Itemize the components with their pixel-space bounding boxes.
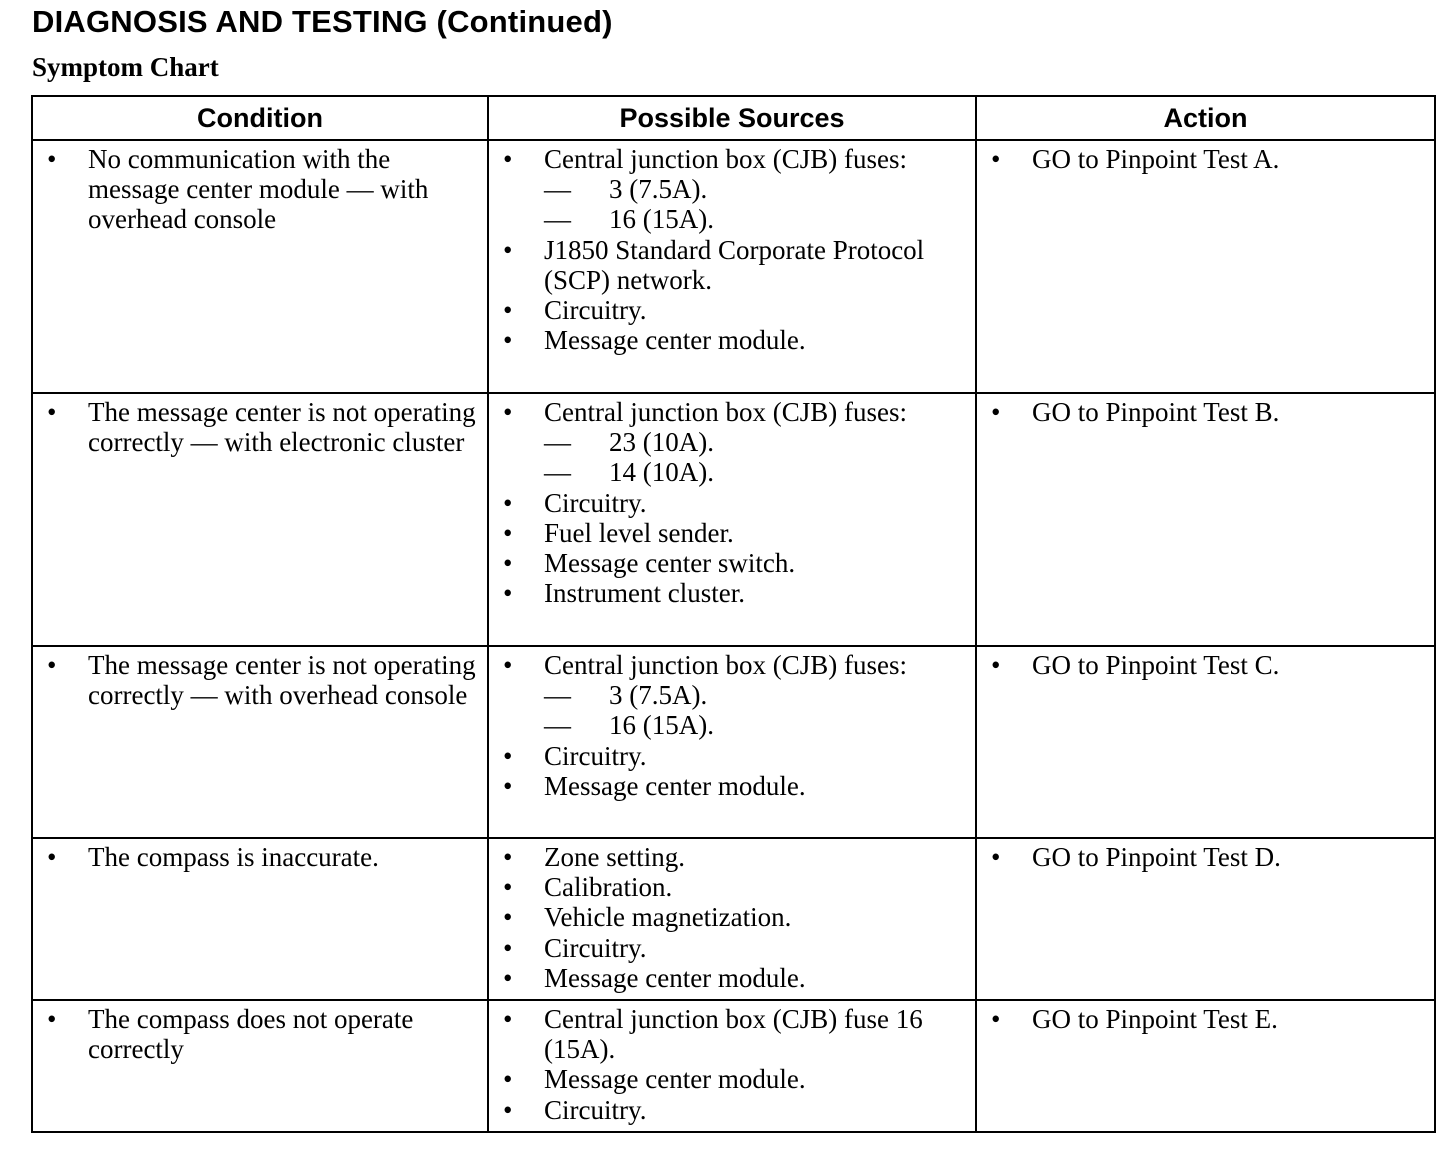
bullet-icon: • (991, 842, 1001, 872)
condition-cell (32, 140, 488, 393)
source-item (489, 235, 975, 295)
bullet-icon: • (991, 144, 1001, 174)
action-text: GO to Pinpoint Test D. (1032, 842, 1281, 872)
dash-icon: — (544, 427, 571, 458)
condition-text: The compass is inaccurate. (88, 842, 379, 872)
table-row (32, 1000, 1435, 1132)
bullet-icon: • (47, 1004, 57, 1034)
source-text: Vehicle magnetization. (544, 902, 792, 933)
column-header-action: Action (976, 96, 1435, 140)
column-header-condition: Condition (32, 96, 488, 140)
bullet-icon: • (47, 650, 57, 680)
column-header-possible-sources: Possible Sources (488, 96, 976, 140)
source-subitem (489, 457, 975, 487)
source-item (489, 842, 975, 872)
bullet-icon: • (503, 770, 513, 801)
action-text: GO to Pinpoint Test E. (1032, 1004, 1278, 1034)
bullet-icon: • (503, 932, 513, 963)
bullet-icon: • (503, 650, 513, 680)
bullet-icon: • (47, 397, 57, 427)
source-text: Message center module. (544, 770, 806, 801)
source-item (489, 650, 975, 680)
source-text: 3 (7.5A). (609, 680, 708, 711)
symptom-chart-table (31, 95, 1436, 1133)
bullet-icon: • (503, 1094, 513, 1125)
action-text: GO to Pinpoint Test B. (1032, 397, 1280, 427)
bullet-icon: • (503, 234, 513, 265)
source-subitem (489, 204, 975, 234)
source-text: Circuitry. (544, 740, 647, 771)
bullet-icon: • (503, 740, 513, 771)
source-item (489, 771, 975, 801)
action-cell (976, 838, 1435, 1000)
action-cell (976, 393, 1435, 646)
condition-cell (32, 646, 488, 838)
source-item (489, 1064, 975, 1094)
source-text: Fuel level sender. (544, 517, 734, 548)
bullet-icon: • (503, 1004, 513, 1034)
bullet-icon: • (991, 650, 1001, 680)
source-text: Instrument cluster. (544, 578, 745, 609)
source-text: Circuitry. (544, 1094, 647, 1125)
dash-icon: — (544, 174, 571, 205)
source-text: Central junction box (CJB) fuses: (544, 650, 907, 680)
condition-entry (33, 842, 487, 872)
bullet-icon: • (503, 144, 513, 174)
bullet-icon: • (503, 548, 513, 579)
action-text: GO to Pinpoint Test A. (1032, 144, 1280, 174)
sources-cell (488, 140, 976, 393)
bullet-icon: • (503, 397, 513, 427)
bullet-icon: • (47, 144, 57, 174)
source-item (489, 902, 975, 932)
bullet-icon: • (503, 325, 513, 356)
dash-icon: — (544, 204, 571, 235)
source-text: Message center switch. (544, 548, 796, 579)
bullet-icon: • (503, 962, 513, 993)
source-item (489, 933, 975, 963)
action-cell (976, 1000, 1435, 1132)
source-item (489, 144, 975, 174)
bullet-icon: • (991, 1004, 1001, 1034)
table-row (32, 393, 1435, 646)
condition-entry (33, 650, 487, 710)
source-text: 23 (10A). (609, 427, 714, 458)
source-item (489, 325, 975, 355)
bullet-icon: • (503, 517, 513, 548)
dash-icon: — (544, 457, 571, 488)
sources-cell (488, 838, 976, 1000)
source-text: Calibration. (544, 872, 673, 903)
source-text: Message center module. (544, 962, 806, 993)
source-item (489, 548, 975, 578)
source-item (489, 295, 975, 325)
source-text: Circuitry. (544, 487, 647, 518)
action-entry (977, 397, 1434, 427)
action-text: GO to Pinpoint Test C. (1032, 650, 1280, 680)
source-subitem (489, 174, 975, 204)
source-text: Circuitry. (544, 932, 647, 963)
bullet-icon: • (503, 842, 513, 872)
source-item (489, 963, 975, 993)
source-text: J1850 Standard Corporate Protocol (SCP) network. (544, 234, 925, 295)
condition-cell (32, 1000, 488, 1132)
source-text: 16 (15A). (609, 204, 714, 235)
source-text: Message center module. (544, 325, 806, 356)
chart-subtitle: Symptom Chart (32, 52, 219, 82)
action-cell (976, 646, 1435, 838)
condition-entry (33, 397, 487, 457)
bullet-icon: • (47, 842, 57, 872)
source-text: Central junction box (CJB) fuses: (544, 397, 907, 427)
bullet-icon: • (503, 578, 513, 609)
condition-cell (32, 393, 488, 646)
condition-text: No communication with the message center module — with overhead console (88, 144, 429, 235)
source-text: 14 (10A). (609, 457, 714, 488)
bullet-icon: • (991, 397, 1001, 427)
bullet-icon: • (503, 872, 513, 903)
source-text: Zone setting. (544, 842, 685, 872)
bullet-icon: • (503, 487, 513, 518)
condition-text: The message center is not operating correctly — with overhead console (88, 650, 476, 711)
sources-cell (488, 1000, 976, 1132)
source-subitem (489, 710, 975, 740)
source-item (489, 741, 975, 771)
action-entry (977, 144, 1434, 174)
sources-cell (488, 646, 976, 838)
source-item (489, 518, 975, 548)
table-row (32, 140, 1435, 393)
condition-cell (32, 838, 488, 1000)
page-title: DIAGNOSIS AND TESTING (Continued) (32, 4, 613, 39)
dash-icon: — (544, 680, 571, 711)
source-text: 3 (7.5A). (609, 174, 708, 205)
action-entry (977, 842, 1434, 872)
header-row (32, 96, 1435, 140)
source-text: Message center module. (544, 1064, 806, 1095)
source-item (489, 1004, 975, 1064)
source-item (489, 872, 975, 902)
bullet-icon: • (503, 295, 513, 326)
action-entry (977, 1004, 1434, 1034)
source-item (489, 578, 975, 608)
sources-cell (488, 393, 976, 646)
source-text: Central junction box (CJB) fuses: (544, 144, 907, 174)
source-item (489, 488, 975, 518)
source-subitem (489, 680, 975, 710)
table-row (32, 838, 1435, 1000)
action-cell (976, 140, 1435, 393)
dash-icon: — (544, 710, 571, 741)
source-text: Circuitry. (544, 295, 647, 326)
bullet-icon: • (503, 902, 513, 933)
action-entry (977, 650, 1434, 680)
source-item (489, 1095, 975, 1125)
source-text: Central junction box (CJB) fuse 16 (15A). (544, 1004, 923, 1065)
bullet-icon: • (503, 1064, 513, 1095)
condition-text: The message center is not operating correctly — with electronic cluster (88, 397, 476, 458)
source-item (489, 397, 975, 427)
condition-text: The compass does not operate correctly (88, 1004, 414, 1065)
source-text: 16 (15A). (609, 710, 714, 741)
table-row (32, 646, 1435, 838)
condition-entry (33, 144, 487, 235)
condition-entry (33, 1004, 487, 1064)
source-subitem (489, 427, 975, 457)
